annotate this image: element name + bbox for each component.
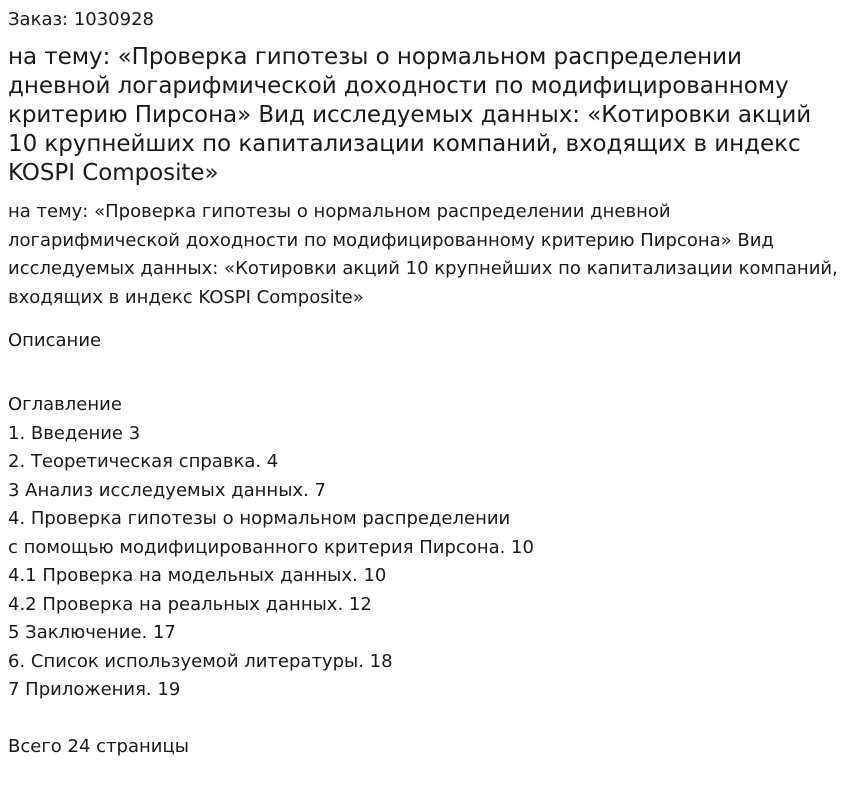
toc-item: 1. Введение 3 [8,422,141,444]
order-number: Заказ: 1030928 [8,9,154,30]
document-subtitle: на тему: «Проверка гипотезы о нормальном распределении дневной логарифмической доходности по модифицированному критерию Пирсона» Вид исследуемых данных: «Котировки акций 10 крупнейших по капитализации компаний, входящих в индекс KOSPI Composite» [8,201,838,308]
toc-item: 5 Заключение. 17 [8,622,176,643]
toc-heading: Оглавление [8,394,122,415]
toc-item: 7 Приложения. 19 [8,679,181,700]
toc-item: 4.2 Проверка на реальных данных. 12 [8,593,372,615]
document-title: на тему: «Проверка гипотезы о нормальном распределении дневной логарифмической доходности по модифицированному критерию Пирсона» Вид исследуемых данных: «Котировки акций 10 крупнейших по капитализации компаний, входящих в индекс KOSPI Composite» [8,44,812,186]
toc-item: 4.1 Проверка на модельных данных. 10 [8,565,387,586]
table-of-contents [8,391,839,705]
toc-item: 2. Теоретическая справка. 4 [8,451,279,472]
toc-item: 4. Проверка гипотезы о нормальном распределении [8,508,511,529]
description-label: Описание [8,330,102,351]
page-count: Всего 24 страницы [8,735,189,757]
toc-item: с помощью модифицированного критерия Пирсона. 10 [8,536,534,558]
toc-item: 3 Анализ исследуемых данных. 7 [8,479,326,501]
toc-item: 6. Список используемой литературы. 18 [8,650,393,672]
